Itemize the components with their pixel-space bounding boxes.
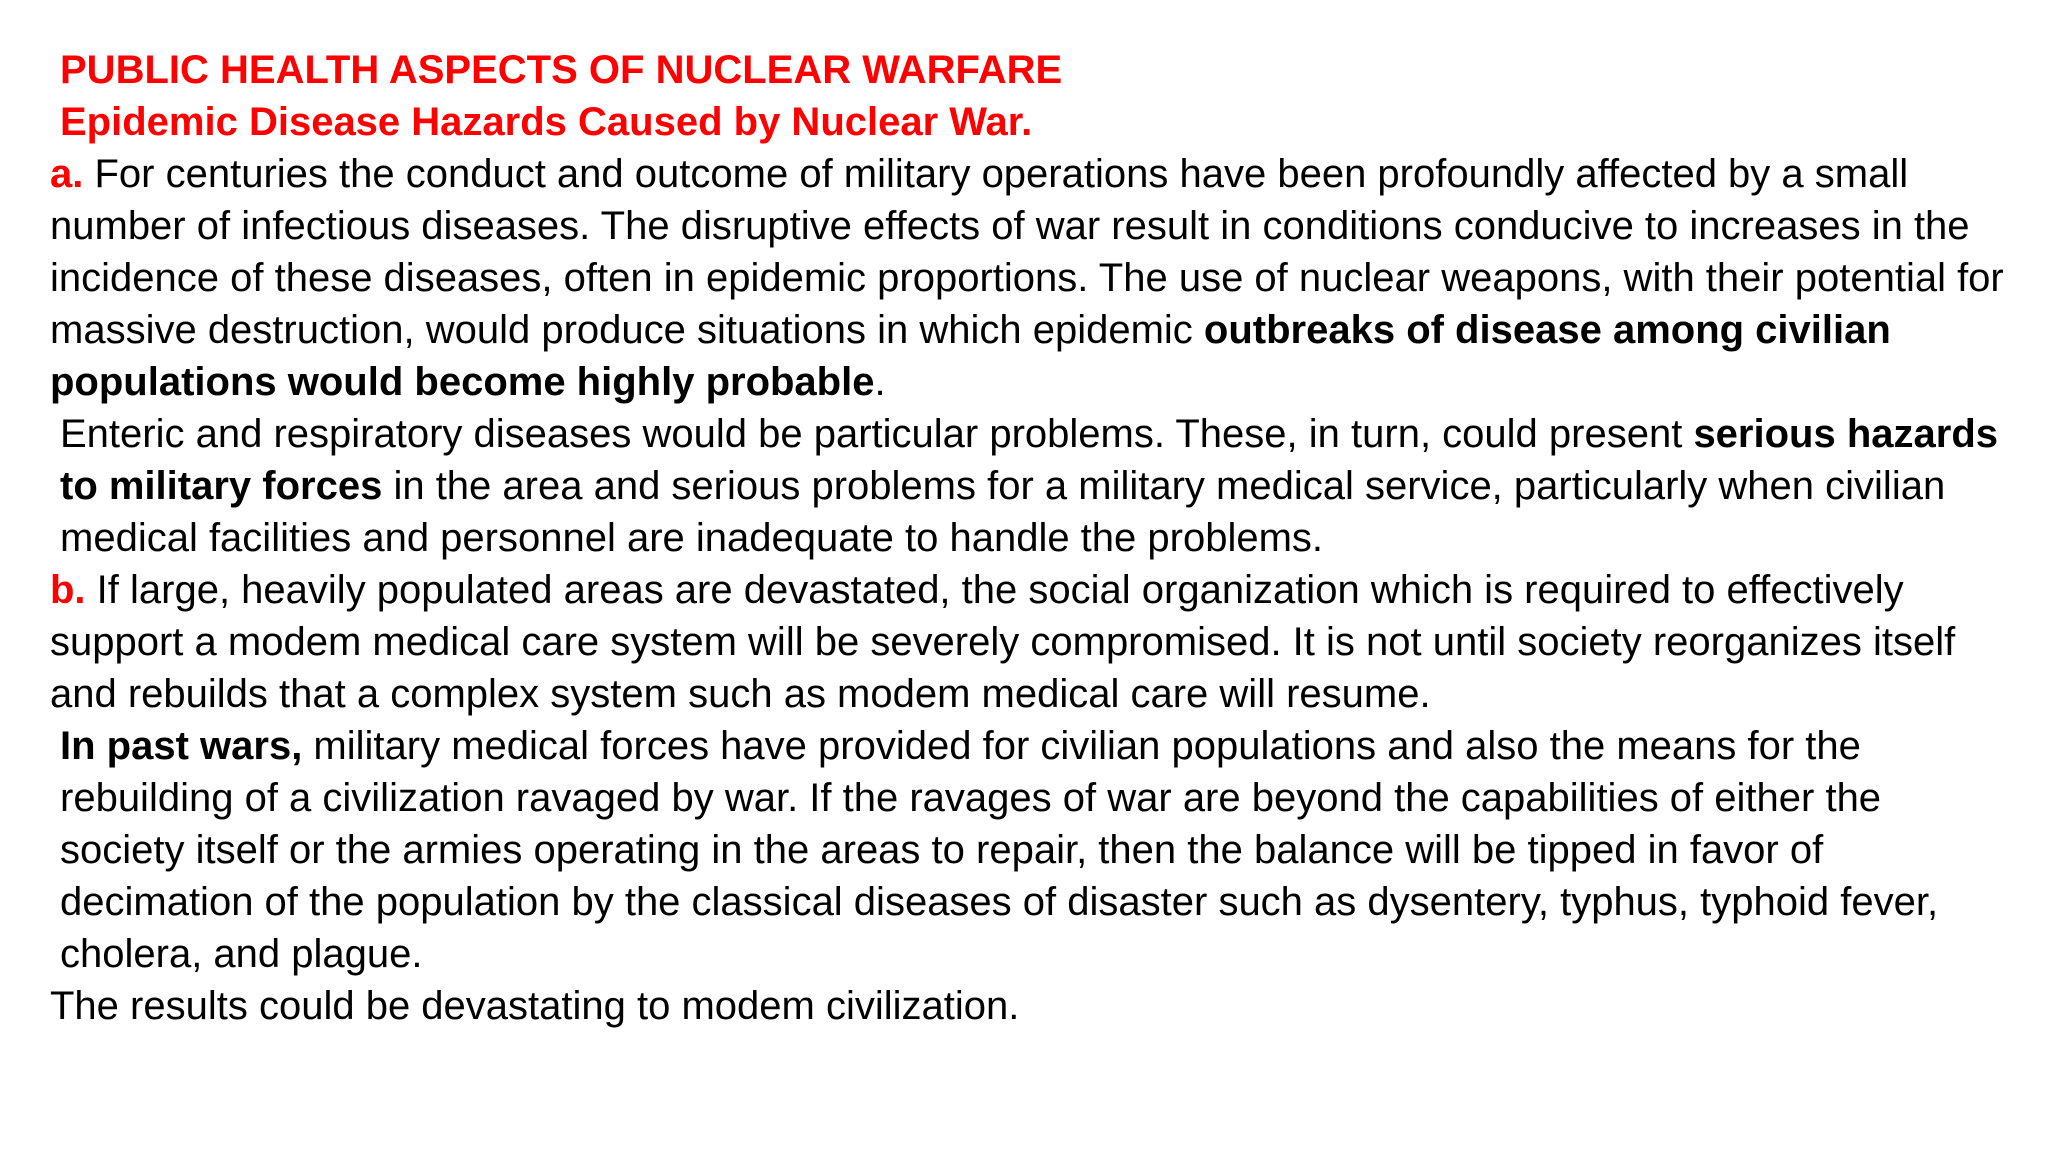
paragraph-a-marker: a.: [50, 152, 84, 196]
paragraph-past-wars-bold: In past wars,: [60, 724, 303, 768]
paragraph-results-text: The results could be devastating to modem civilization.: [50, 984, 1020, 1028]
paragraph-enteric-text2: in the area and serious problems for a military medical service, particularly when civilian medical facilities and personnel are inadequate to handle the problems.: [60, 464, 1946, 560]
paragraph-b-text: If large, heavily populated areas are devastated, the social organization which is required to effectively support a modem medical care system will be severely compromised. It is not until society reorganizes itself and rebuilds that a complex system such as modem medical care will resume.: [50, 568, 1956, 716]
paragraph-a-text: For centuries the conduct and outcome of military operations have been profoundly affected by a small number of infectious diseases. The disruptive effects of war result in conditions conducive to increases in the incidence of these diseases, often in epidemic proportions. The use of nuclear weapons, with their potential for massive destruction, would produce situations in which epidemic: [50, 152, 2004, 352]
paragraph-a: [50, 148, 2010, 408]
paragraph-a-end: .: [874, 360, 886, 404]
paragraph-a-bold: outbreaks of disease among civilian populations would become highly probable: [50, 308, 1891, 404]
slide-title: PUBLIC HEALTH ASPECTS OF NUCLEAR WARFARE: [60, 48, 1063, 92]
paragraph-enteric-text1: Enteric and respiratory diseases would be particular problems. These, in turn, could present: [60, 412, 1694, 456]
paragraph-enteric-bold: serious hazards to military forces: [60, 412, 1999, 508]
paragraph-results: [50, 980, 2010, 1032]
slide-subtitle: Epidemic Disease Hazards Caused by Nuclear War.: [60, 100, 1033, 144]
paragraph-b-marker: b.: [50, 568, 86, 612]
paragraph-past-wars-text: military medical forces have provided for civilian populations and also the means for the rebuilding of a civilization ravaged by war. If the ravages of war are beyond the capabilities of either the society itself or the armies operating in the areas to repair, then the balance will be tipped in favor of decimation of the population by the classical diseases of disaster such as dysentery, typhus, typhoid fever, cholera, and plague.: [60, 724, 1939, 976]
paragraph-enteric: [50, 408, 2010, 564]
paragraph-b: [50, 564, 2010, 720]
paragraph-past-wars: [50, 720, 2010, 980]
slide-content: [50, 44, 2010, 1032]
